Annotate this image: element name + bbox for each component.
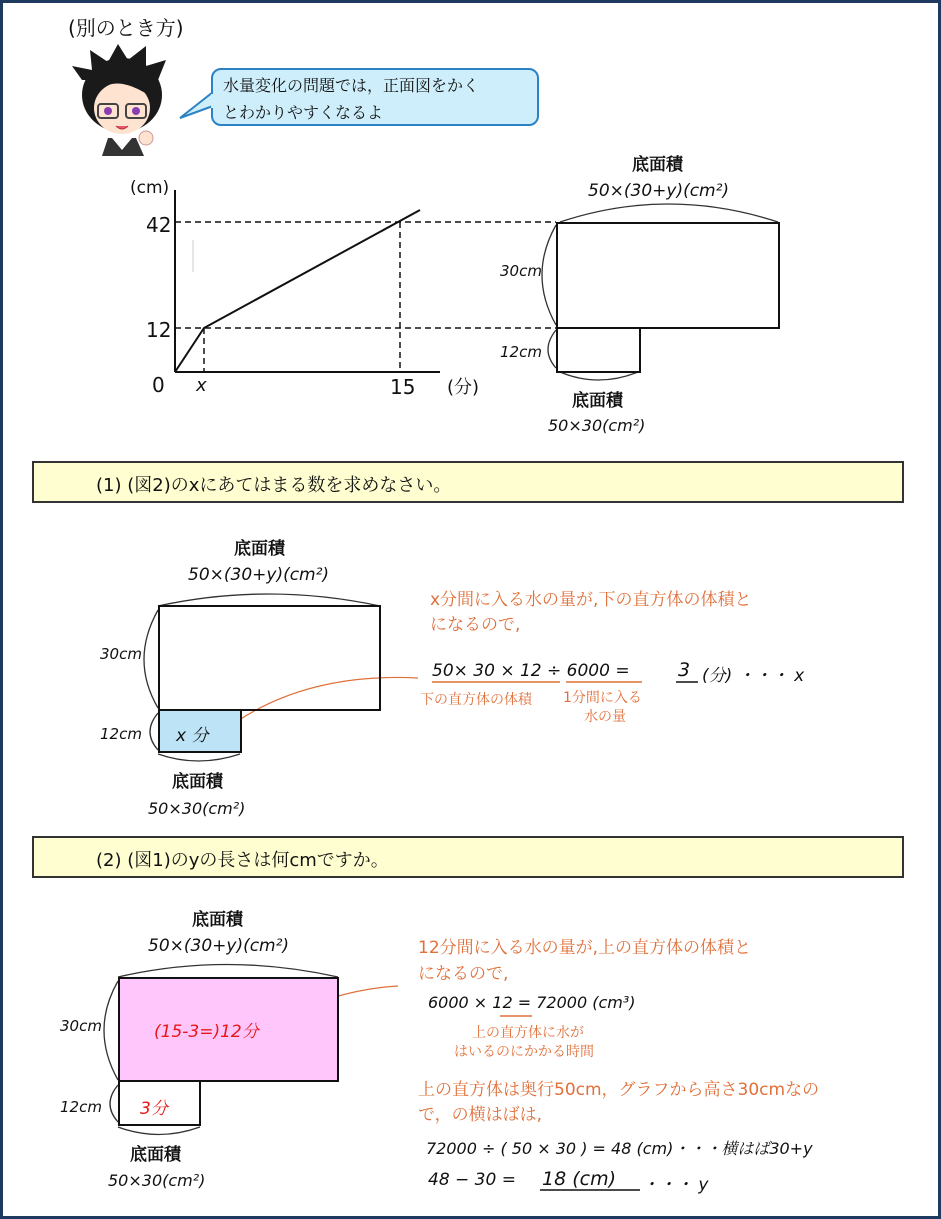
q1-note-line-2: になるので, (430, 615, 521, 635)
top-upper-label: 底面積 (632, 155, 683, 175)
question-1-text: (1) (図2)のxにあてはまる数を求めなさい。 (96, 475, 452, 496)
q1-lower-label: 底面積 (172, 772, 223, 792)
q1-h12: 12cm (100, 725, 142, 743)
tick-42: 42 (146, 213, 172, 237)
q2-note2-line-1: 上の直方体は奥行50cm，グラフから高さ30cmなの (418, 1080, 820, 1100)
q2-lower-formula: 50×30(cm²) (108, 1171, 206, 1190)
q2-lower-label: 底面積 (130, 1145, 181, 1165)
graph-unit-x: (分) (447, 377, 480, 398)
q1-upper-label: 底面積 (234, 539, 285, 559)
q1-h30: 30cm (100, 645, 142, 663)
q2-equation-2: 72000 ÷ ( 50 × 30 ) = 48 (cm)・・・横はば30+y (426, 1139, 813, 1158)
q1-upper-formula: 50×(30+y)(cm²) (188, 565, 330, 585)
q2-note1-line-1: 12分間に入る水の量が,上の直方体の体積と (418, 938, 752, 958)
q2-upper-block (118, 977, 339, 1082)
q2-sub-line-2: はいるのにかかる時間 (454, 1044, 594, 1060)
q2-upper-label: 底面積 (192, 910, 243, 930)
q2-equation-3-pre: 48 − 30 = (428, 1170, 516, 1190)
q1-answer: 3 (678, 659, 691, 681)
q1-sub-rate-1: 1分間に入る (563, 690, 642, 706)
tick-15: 15 (390, 375, 416, 399)
top-lower-formula: 50×30(cm²) (548, 416, 646, 435)
bubble-line-1: 水量変化の問題では，正面図をかく (223, 76, 480, 95)
q2-h12: 12cm (60, 1098, 102, 1116)
tick-12: 12 (146, 318, 172, 342)
q2-inner-lower: 3分 (140, 1099, 168, 1119)
q2-inner-upper: (15-3=)12分 (154, 1022, 259, 1042)
q1-equation: 50× 30 × 12 ÷ 6000 = (432, 661, 630, 681)
top-lower-label: 底面積 (572, 391, 623, 411)
q1-lower-formula: 50×30(cm²) (148, 799, 246, 818)
q1-inner-label: x 分 (176, 726, 209, 746)
q1-sub-volume: 下の直方体の体積 (420, 692, 532, 708)
q2-h30: 30cm (60, 1017, 102, 1035)
q2-note2-line-2: で，の横はばは, (418, 1105, 543, 1125)
q2-equation-1: 6000 × 12 = 72000 (cm³) (428, 993, 636, 1012)
q1-note-line-1: x分間に入る水の量が,下の直方体の体積と (430, 590, 752, 610)
top-h30: 30cm (500, 262, 542, 280)
top-upper-formula: 50×(30+y)(cm²) (588, 181, 730, 201)
graph-unit-y: (cm) (130, 178, 170, 198)
q1-sub-rate-2: 水の量 (584, 709, 626, 725)
question-2-text: (2) (図1)のyの長さは何cmですか。 (96, 850, 389, 871)
graph-origin: 0 (152, 373, 165, 397)
q2-lower-block (118, 1080, 201, 1126)
q2-answer: 18 (cm) (542, 1168, 616, 1190)
q1-answer-tail: (分) ・・・ x (702, 666, 805, 686)
q2-answer-tail: ・・・ y (642, 1175, 709, 1195)
q2-sub-line-1: 上の直方体に水が (472, 1025, 584, 1041)
top-h12: 12cm (500, 343, 542, 361)
q2-upper-formula: 50×(30+y)(cm²) (148, 936, 290, 956)
page-title: (別のとき方) (68, 16, 184, 40)
graph-x-label: x (196, 375, 207, 396)
bubble-line-2: とわかりやすくなるよ (223, 103, 384, 122)
q2-note1-line-2: になるので, (418, 964, 509, 984)
